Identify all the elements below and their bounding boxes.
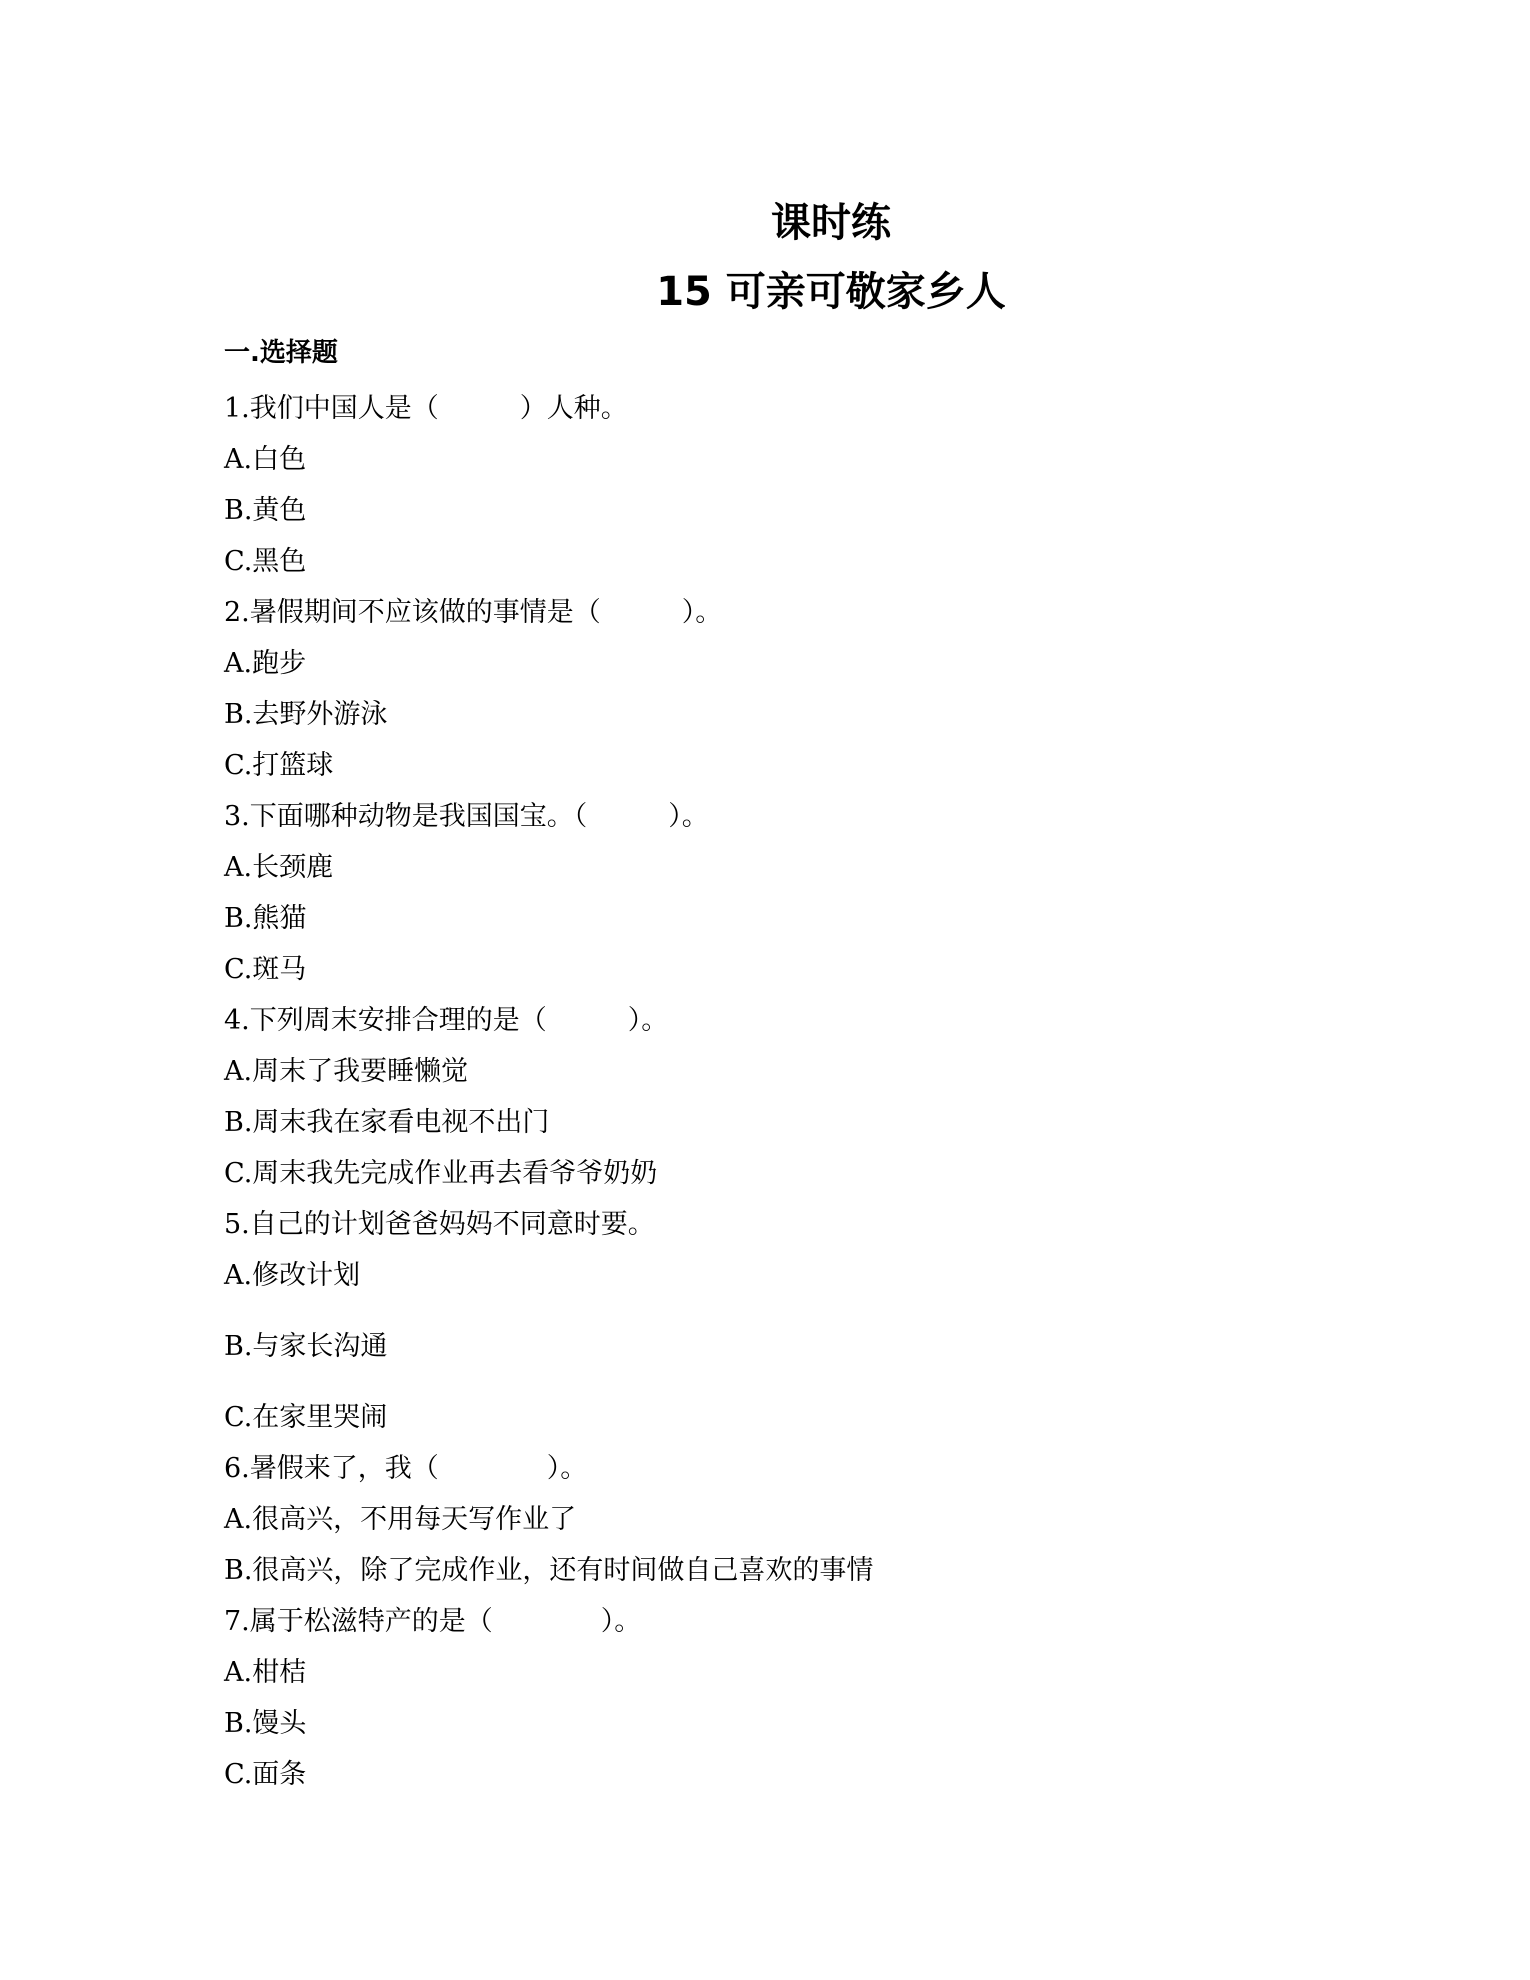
lesson-title: 15 可亲可敬家乡人	[656, 269, 1006, 315]
option-a: A.柑桔	[224, 1657, 307, 1688]
option-b: B.周末我在家看电视不出门	[224, 1107, 550, 1138]
page-title: 课时练	[771, 200, 891, 246]
option-b: B.黄色	[224, 495, 307, 526]
question-stem: 1.我们中国人是（ ）人种。	[224, 393, 628, 424]
spacer	[224, 1372, 1324, 1392]
option-b: B.很高兴，除了完成作业，还有时间做自己喜欢的事情	[224, 1555, 874, 1586]
question-stem: 7.属于松滋特产的是（ ）。	[224, 1606, 642, 1637]
option-c: C.在家里哭闹	[224, 1402, 388, 1433]
option-c: C.斑马	[224, 954, 307, 985]
option-c: C.打篮球	[224, 750, 334, 781]
option-c: C.黑色	[224, 546, 307, 577]
question-stem: 5.自己的计划爸爸妈妈不同意时要。	[224, 1209, 655, 1240]
option-a: A.跑步	[224, 648, 307, 679]
option-c: C.周末我先完成作业再去看爷爷奶奶	[224, 1158, 658, 1189]
question-list	[224, 383, 1324, 1800]
option-b: B.与家长沟通	[224, 1331, 388, 1362]
question-stem: 4.下列周末安排合理的是（ ）。	[224, 1005, 669, 1036]
option-a: A.白色	[224, 444, 307, 475]
question-stem: 3.下面哪种动物是我国国宝。（ ）。	[224, 801, 709, 832]
section-heading: 一.选择题	[224, 338, 338, 368]
option-b: B.熊猫	[224, 903, 307, 934]
option-a: A.周末了我要睡懒觉	[224, 1056, 469, 1087]
option-c: C.面条	[224, 1759, 307, 1790]
option-b: B.去野外游泳	[224, 699, 388, 730]
option-a: A.很高兴，不用每天写作业了	[224, 1504, 577, 1535]
spacer	[224, 1301, 1324, 1321]
option-a: A.长颈鹿	[224, 852, 334, 883]
question-stem: 2.暑假期间不应该做的事情是（ ）。	[224, 597, 723, 628]
option-a: A.修改计划	[224, 1260, 361, 1291]
question-stem: 6.暑假来了，我（ ）。	[224, 1453, 588, 1484]
option-b: B.馒头	[224, 1708, 307, 1739]
